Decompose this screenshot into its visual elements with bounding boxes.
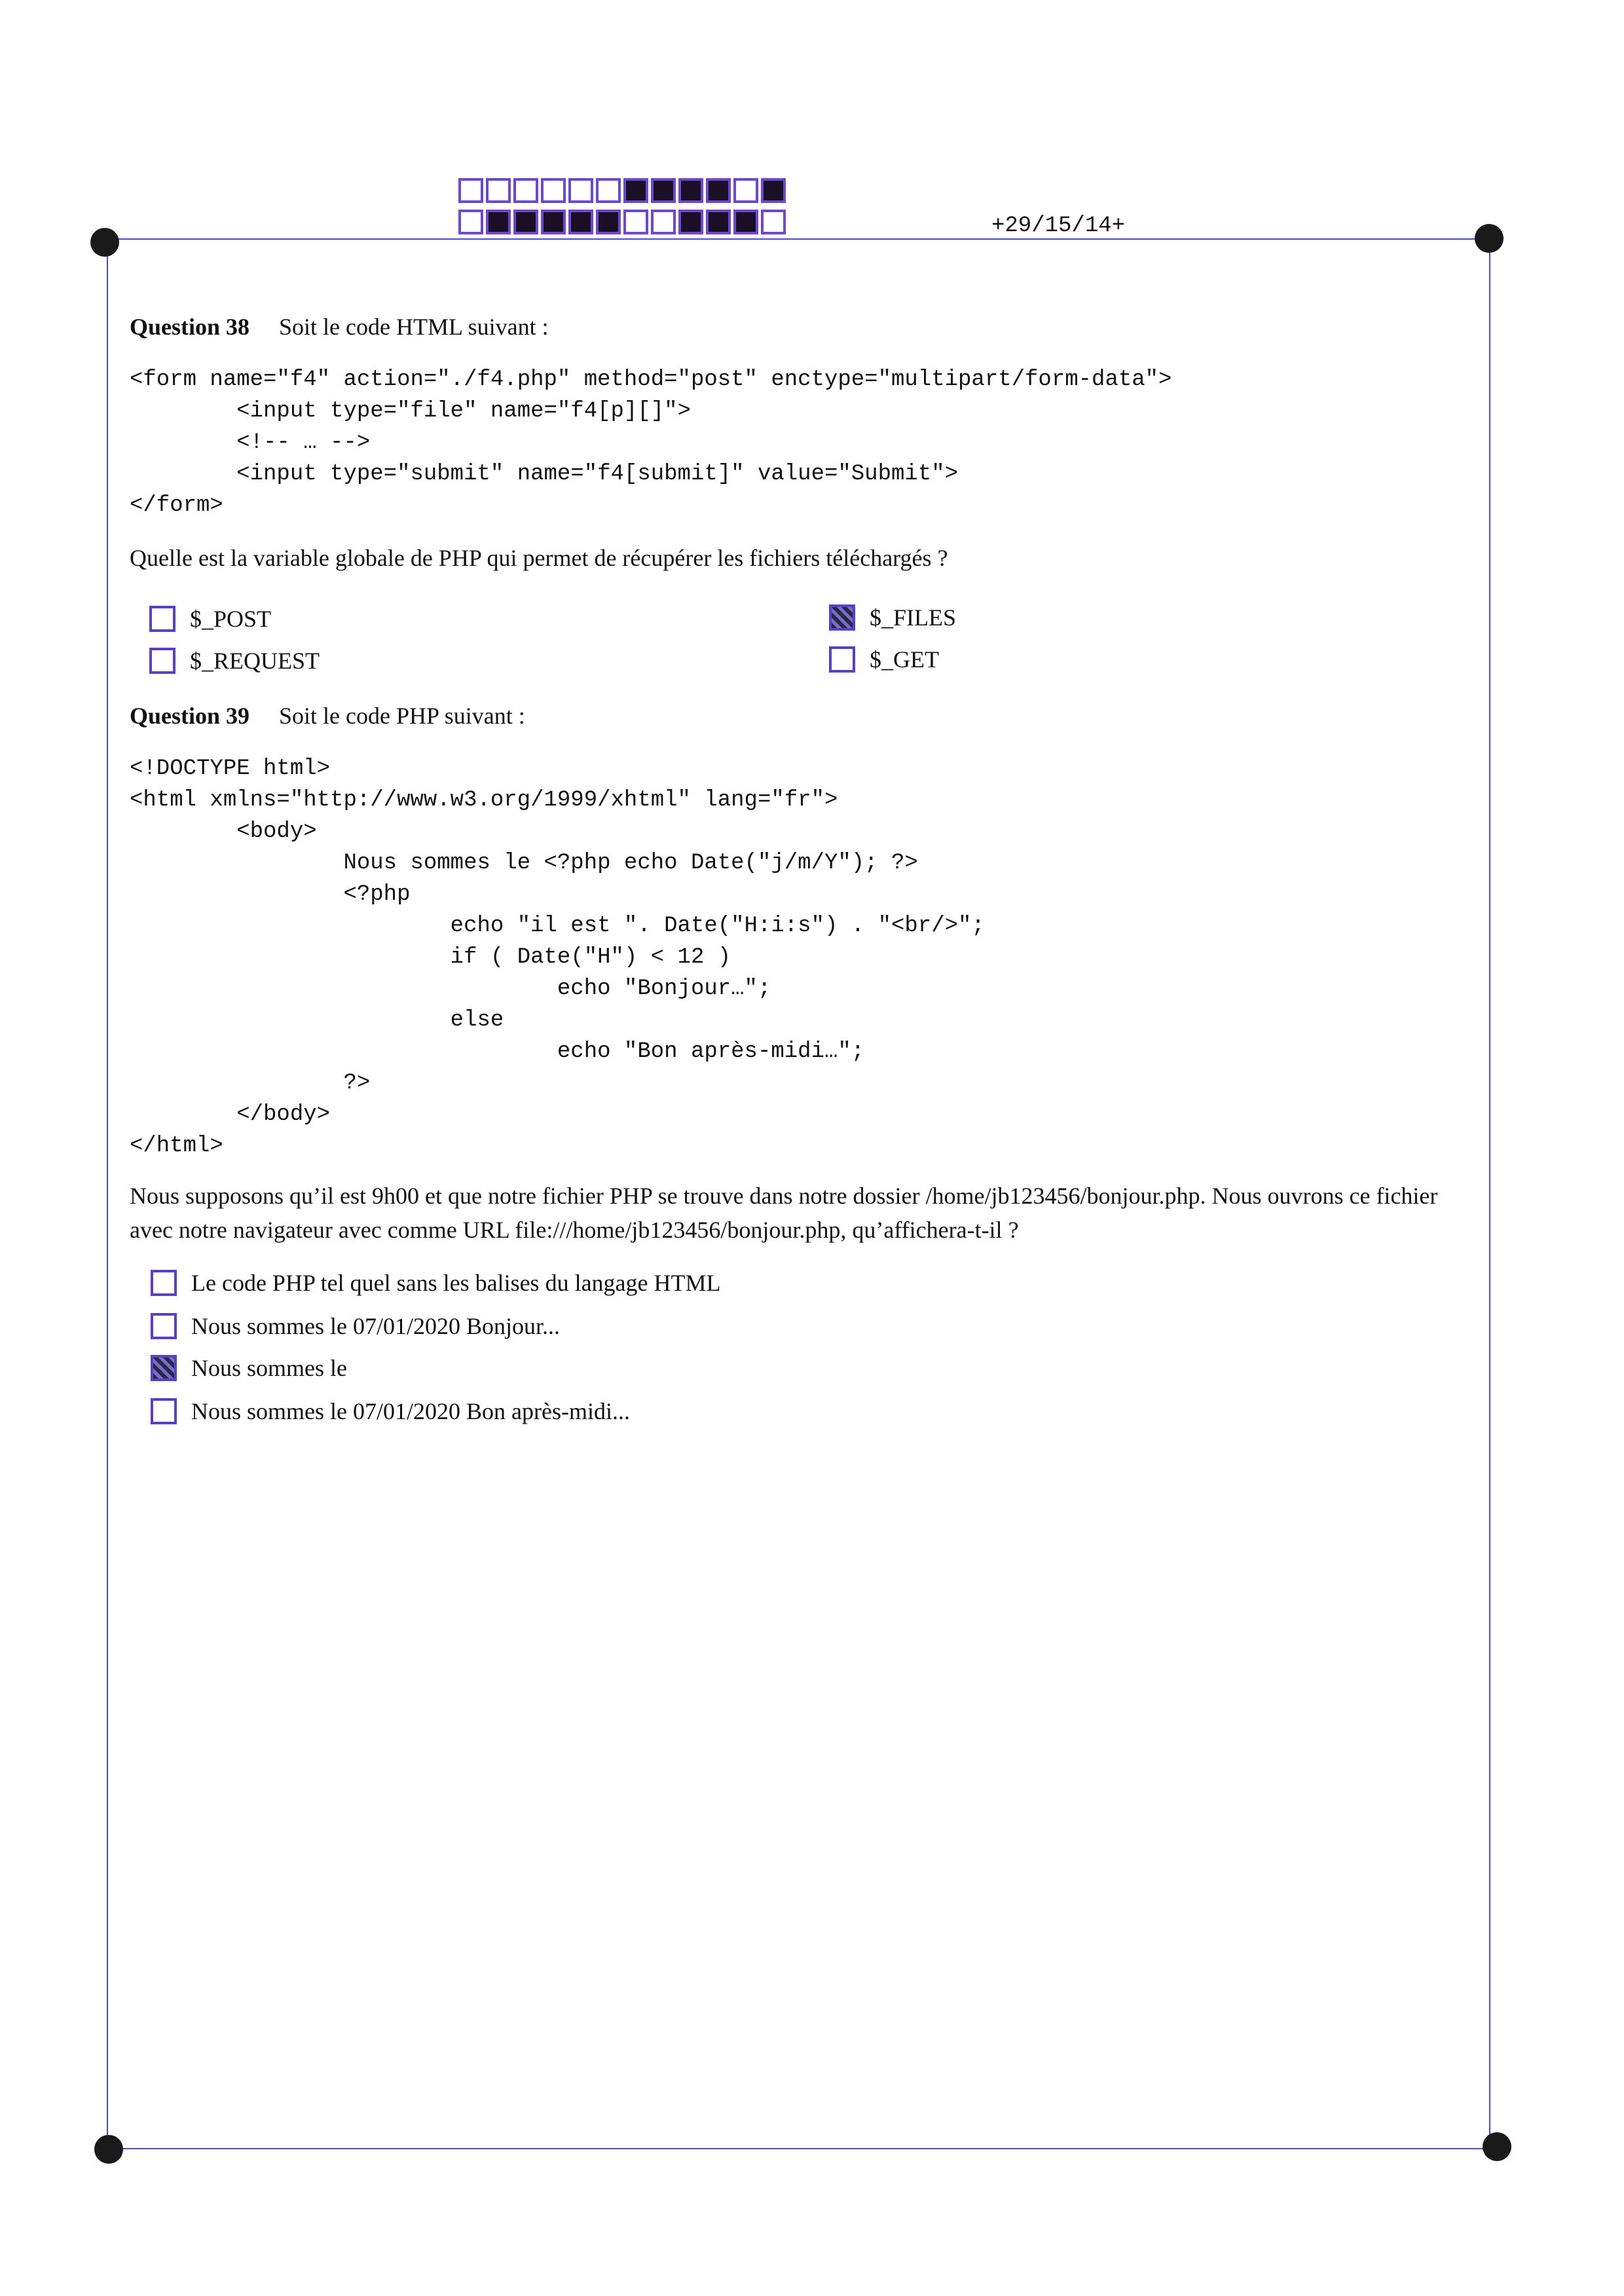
corner-mark-top-right: [1475, 224, 1504, 253]
frame-bottom: [107, 2148, 1496, 2149]
code-bit: [486, 210, 511, 234]
code-bit: [678, 178, 703, 203]
code-bit: [623, 178, 648, 203]
code-bit: [706, 210, 731, 234]
code-bit: [541, 210, 566, 234]
page-code-bits-row-1: [458, 178, 788, 203]
q39-checkbox-1[interactable]: [151, 1270, 177, 1296]
question-38-code: <form name="f4" action="./f4.php" method="post" enctype="multipart/form-data"> <input type="file" name="f4[p][]"> <!-- … --> <input type="submit" name="f4[submit]" value="Submit"> </form>: [130, 367, 1172, 518]
question-39-number: Question 39: [130, 703, 250, 729]
code-bit: [596, 178, 621, 203]
code-bit: [623, 210, 648, 234]
question-39-heading: [130, 702, 525, 730]
q38-choice-files[interactable]: [829, 601, 956, 634]
q38-checkbox-request[interactable]: [149, 648, 175, 674]
q39-choice-label: Nous sommes le 07/01/2020 Bonjour...: [191, 1313, 561, 1339]
page-code-bits-row-2: [458, 210, 788, 234]
code-bit: [458, 210, 483, 234]
q39-choice-label: Nous sommes le: [191, 1355, 347, 1381]
q38-checkbox-post[interactable]: [149, 606, 175, 632]
corner-mark-top-left: [90, 228, 119, 257]
q39-choice-label: Le code PHP tel quel sans les balises du langage HTML: [191, 1270, 721, 1296]
q39-choice-3[interactable]: [151, 1352, 347, 1384]
code-bit: [513, 178, 538, 203]
q39-checkbox-3[interactable]: [151, 1355, 177, 1381]
code-bit: [541, 178, 566, 203]
code-bit: [706, 178, 731, 203]
frame-top: [105, 238, 1489, 240]
code-bit: [733, 178, 758, 203]
q38-choice-label: $_GET: [870, 646, 939, 673]
code-bit: [733, 210, 758, 234]
question-38-prompt: Quelle est la variable globale de PHP qui permet de récupérer les fichiers téléchargés ?: [130, 545, 948, 571]
page-id: +29/15/14+: [991, 213, 1126, 238]
q38-checkbox-get[interactable]: [829, 646, 855, 673]
question-38-heading: [130, 313, 549, 341]
frame-right: [1489, 238, 1490, 2148]
q38-choice-label: $_REQUEST: [190, 648, 320, 674]
code-bit: [486, 178, 511, 203]
question-38-number: Question 38: [130, 314, 250, 340]
q39-choice-label: Nous sommes le 07/01/2020 Bon après-midi...: [191, 1398, 630, 1424]
code-bit: [761, 178, 786, 203]
q39-choice-4[interactable]: [151, 1395, 630, 1428]
q38-choice-get[interactable]: [829, 643, 939, 676]
q38-choice-label: $_FILES: [870, 604, 957, 631]
code-bit: [513, 210, 538, 234]
q38-choice-post[interactable]: [149, 602, 271, 635]
code-bit: [761, 210, 786, 234]
question-39-intro: Soit le code PHP suivant :: [279, 703, 525, 729]
code-bit: [651, 210, 676, 234]
code-bit: [458, 178, 483, 203]
q39-checkbox-2[interactable]: [151, 1313, 177, 1339]
q38-choice-label: $_POST: [190, 606, 272, 632]
question-39-code: <!DOCTYPE html> <html xmlns="http://www.w3.org/1999/xhtml" lang="fr"> <body> Nous sommes le <?php echo Date("j/m/Y"); ?> <?php echo "il est ". Date("H:i:s") . "<br/>"; if ( Date("H") < 12 ) echo "Bonjour…"; else echo "Bon après-midi…"; ?> </body> </html>: [130, 756, 985, 1158]
q39-checkbox-4[interactable]: [151, 1398, 177, 1424]
code-bit: [568, 210, 593, 234]
code-bit: [596, 210, 621, 234]
code-bit: [651, 178, 676, 203]
q38-checkbox-files[interactable]: [829, 604, 855, 631]
corner-mark-bottom-left: [94, 2135, 123, 2164]
q39-choice-2[interactable]: [151, 1310, 560, 1342]
q39-choice-1[interactable]: [151, 1267, 721, 1299]
q38-choice-request[interactable]: [149, 644, 320, 677]
corner-mark-bottom-right: [1483, 2132, 1511, 2161]
code-bit: [678, 210, 703, 234]
code-bit: [568, 178, 593, 203]
question-38-intro: Soit le code HTML suivant :: [279, 314, 549, 340]
question-39-prompt: Nous supposons qu’il est 9h00 et que notre fichier PHP se trouve dans notre dossier /home/jb123456/bonjour.php. Nous ouvrons ce fichier avec notre navigateur avec comme URL file:///home/jb123456/bonjour.php, qu’affichera-t-il ?: [130, 1183, 1438, 1243]
frame-left: [107, 242, 108, 2148]
